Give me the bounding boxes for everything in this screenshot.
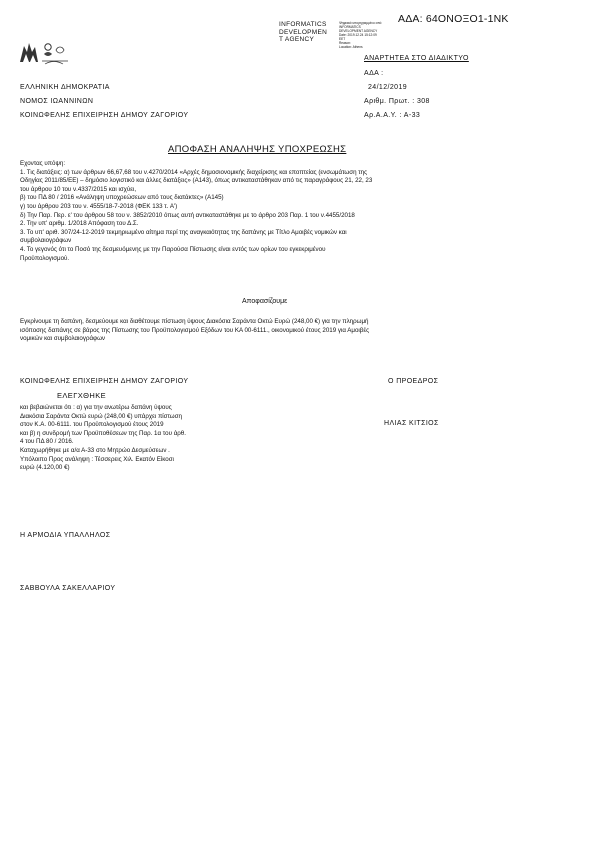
body-line: 1. Τις διατάξεις: α) των άρθρων 66,67,68 του ν.4270/2014 «Αρχές δημοσιονομικής διαχείρισης και εποπτείας (ενσωμάτωση της	[20, 168, 368, 176]
checked-label: ΕΛΕΓΧΘΗΚΕ	[57, 391, 107, 400]
header-ada: ΑΔΑ :	[364, 70, 384, 77]
header-organization: ΚΟΙΝΩΦΕΛΗΣ ΕΠΙΧΕΙΡΗΣΗ ΔΗΜΟΥ ΖΑΓΟΡΙΟΥ	[20, 112, 189, 119]
ida-line-3: T AGENCY	[279, 36, 315, 44]
check-line: Καταχωρήθηκε με α/α Α-33 στο Μητρώο Δεσμεύσεων .	[20, 446, 170, 454]
header-aay: Αρ.Α.Α.Υ. : Α-33	[364, 112, 421, 119]
ida-line-2: DEVELOPMEN	[279, 28, 328, 36]
president-label: Ο ΠΡΟΕΔΡΟΣ	[388, 378, 439, 385]
check-line: και βεβαιώνεται ότι : α) για την ανωτέρω δαπάνη ύψους	[20, 404, 172, 411]
body-line: Εχοντας υπόψη:	[20, 160, 66, 167]
body-line: 4. Το γεγονός ότι το Ποσό της δεσμευόμενης με την Παρούσα Πίστωσης είναι εντός των ορίων του εγκεκριμένου	[20, 245, 326, 253]
header-country: ΕΛΛΗΝΙΚΗ ΔΗΜΟΚΡΑΤΙΑ	[20, 84, 110, 91]
decision-line: Εγκρίνουμε τη δαπάνη, δεσμεύουμε και διαθέτουμε πίστωση ύψους Διακόσια Σαράντα Οκτώ Ευρώ (248,00 €) για την πληρωμή	[20, 318, 369, 325]
check-details	[20, 404, 186, 473]
considerations-section	[20, 160, 372, 263]
header-prefecture: ΝΟΜΟΣ ΙΩΑΝΝΙΝΩΝ	[20, 98, 94, 105]
body-line: δ) Την Παρ. Περ. ε' του άρθρου 58 του ν. 3852/2010 όπως αυτή αντικαταστάθηκε με το άρθρο 203 Παρ. 1 του ν.4455/2018	[20, 211, 355, 219]
body-line: β) του ΠΔ 80 / 2016 «Ανάληψη υποχρεώσεων από τους διατάκτες» (Α145)	[20, 194, 224, 202]
decision-line: ισόποσης δαπάνης σε βάρος της Πίστωσης του Προϋπολογισμού Εξόδων του ΚΑ 00-6111., οικονομικού έτους 2019 για Αμοιβές	[20, 326, 370, 334]
header-date: 24/12/2019	[368, 84, 408, 91]
ida-line-1: INFORMATICS	[279, 21, 327, 28]
body-line: Προϋπολογισμού.	[20, 254, 70, 262]
decision-line: νομικών και συμβολαιογράφων	[20, 335, 105, 343]
emblem-graphic	[14, 38, 76, 66]
body-line: συμβολαιογράφων	[20, 237, 72, 245]
signature-org-name: ΚΟΙΝΩΦΕΛΗΣ ΕΠΙΧΕΙΡΗΣΗ ΔΗΜΟΥ ΖΑΓΟΡΙΟΥ	[20, 378, 189, 385]
body-line: γ) του άρθρου 203 του ν. 4555/18-7-2018 (ΦΕΚ 133 τ. Α')	[20, 202, 178, 210]
body-line: του άρθρου 10 του ν.4337/2015 και ισχύει,	[20, 185, 137, 193]
check-line: Υπόλοιπο Προς ανάληψη : Τέσσερεις Χιλ. Εκατόν Είκοσι	[20, 455, 174, 463]
decide-label: Αποφασίζουμε	[242, 298, 288, 305]
decision-section	[20, 318, 369, 344]
officer-name: ΣΑΒΒΟΥΛΑ ΣΑΚΕΛΛΑΡΙΟΥ	[20, 585, 116, 592]
officer-label: Η ΑΡΜΟΔΙΑ ΥΠΑΛΛΗΛΟΣ	[20, 532, 111, 539]
document-title: ΑΠΟΦΑΣΗ ΑΝΑΛΗΨΗΣ ΥΠΟΧΡΕΩΣΗΣ	[168, 144, 347, 155]
check-line: στον Κ.Α. 00-6111. του Προϋπολογισμού έτους 2019	[20, 421, 164, 429]
check-line: ευρώ (4.120,00 €)	[20, 464, 70, 472]
header-protocol: Αριθμ. Πρωτ. : 308	[364, 98, 430, 105]
body-line: Οδηγίας 2011/85/ΕΕ) – δημόσιο λογιστικό και άλλες διατάξεις» (Α143), όπως αντικαταστάθηκαν από τις παραγράφους 21, 22, 23	[20, 177, 373, 185]
publish-label: ΑΝΑΡΤΗΤΕΑ ΣΤΟ ΔΙΑΔΙΚΤΥΟ	[364, 55, 469, 62]
body-line: 3. Το υπ' αριθ. 307/24-12-2019 τεκμηριωμένο αίτημα περί της αναγκαιότητας της δαπάνης με Τίτλο Αμοιβές νομικών και	[20, 228, 347, 236]
ada-code: ΑΔΑ: 64ΟΝΟΞΟ1-1ΝΚ	[398, 13, 509, 25]
body-line: 2. Την υπ' αριθμ. 1/2018 Απόφαση του Δ.Σ.	[20, 220, 139, 228]
president-name: ΗΛΙΑΣ ΚΙΤΣΙΟΣ	[384, 420, 439, 427]
check-line: και β) η συνδρομή των Προϋποθέσεων της Παρ. 1α του άρθ.	[20, 429, 186, 437]
check-line: Διακόσια Σαράντα Οκτώ ευρώ (248,00 €) υπάρχει πίστωση	[20, 412, 182, 420]
municipality-emblem	[14, 38, 76, 66]
signature-details: Ψηφιακά υπογεγραμμένο από INFORMATICS DEVELOPMENT AGENCY Date: 2019.12.24 15:12:09 EET Reason: Location: Athens	[339, 21, 382, 49]
check-line: 4 του ΠΔ 80 / 2016.	[20, 438, 74, 446]
digital-signature-stamp	[279, 21, 382, 49]
